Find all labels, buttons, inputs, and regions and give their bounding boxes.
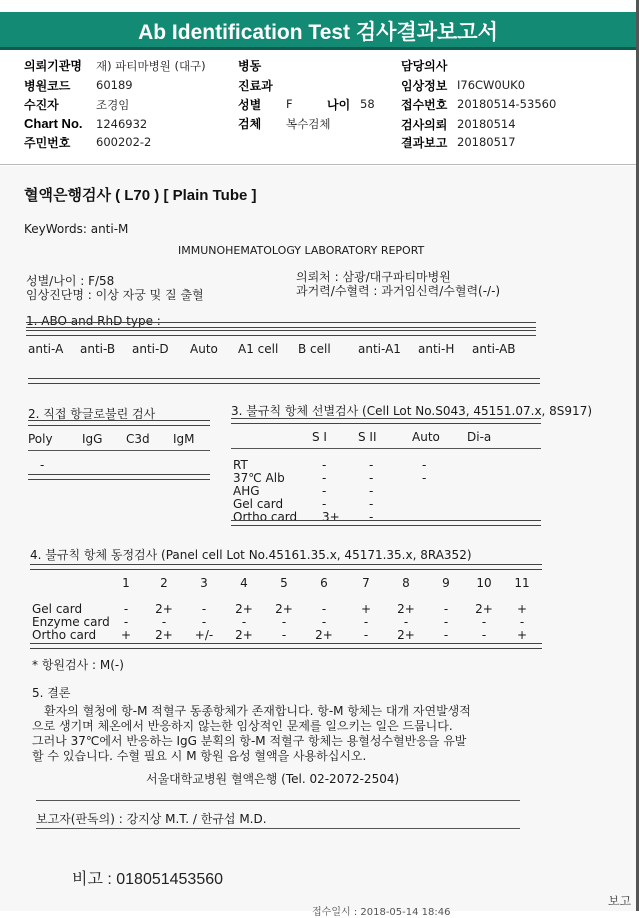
panel-cell: 2+: [397, 628, 415, 642]
screen-cell: -: [369, 510, 374, 524]
panel-cell-number: 11: [514, 576, 530, 590]
dat-col-poly: Poly: [28, 432, 53, 446]
panel-cell: -: [201, 615, 207, 629]
conclusion-line: 그러나 37℃에서 반응하는 IgG 분획의 항-M 적혈구 항체는 용혈성수혈반응을 유발: [32, 734, 467, 748]
requester-line: 의뢰처 : 삼광/대구파티마병원: [296, 270, 451, 284]
abo-col-header: anti-A: [28, 342, 64, 356]
panel-cell: -: [241, 615, 247, 629]
panel-cell-number: 10: [476, 576, 492, 590]
age-value: 58: [360, 97, 375, 111]
panel-cell-number: 5: [280, 576, 288, 590]
conclusion-line: 할 수 있습니다. 수혈 필요 시 M 항원 음성 혈액을 사용하십시오.: [32, 749, 367, 763]
panel-cell: -: [281, 615, 287, 629]
institution-value: 재) 파티마병원 (대구): [96, 59, 206, 73]
specimen-value: 복수검체: [286, 117, 331, 131]
divider: [28, 420, 210, 426]
divider: [231, 418, 541, 424]
divider: [231, 448, 541, 449]
abo-col-header: A1 cell: [238, 342, 279, 356]
screen-cell: -: [369, 458, 374, 472]
panel-cell: +: [516, 602, 528, 616]
panel-cell-number: 8: [402, 576, 410, 590]
reporter-line: 보고자(판독의) : 강지상 M.T. / 한규섭 M.D.: [36, 812, 267, 826]
patient-value: 조경임: [96, 98, 130, 112]
dat-value-poly: -: [40, 458, 45, 472]
screen-row-label: AHG: [233, 484, 260, 498]
divider: [26, 322, 536, 328]
ward-label: 병동: [238, 59, 262, 73]
request-date-value: 20180514: [457, 117, 516, 131]
panel-cell-number: 2: [160, 576, 168, 590]
panel-cell: -: [363, 628, 369, 642]
panel-row-label: Gel card: [32, 602, 83, 616]
panel-cell: 2+: [475, 602, 493, 616]
conclusion-title: 5. 결론: [32, 686, 71, 700]
clinical-info-label: 임상정보: [401, 79, 448, 93]
panel-cell: -: [443, 628, 449, 642]
panel-cell-number: 9: [442, 576, 450, 590]
conclusion-line: 으로 생기며 체온에서 반응하지 않는한 임상적인 문제를 일으키는 일은 드뭅니다.: [32, 719, 453, 733]
divider: [231, 520, 541, 526]
title-bar: [0, 12, 636, 50]
panel-row-label: Enzyme card: [32, 615, 110, 629]
dat-col-igm: IgM: [173, 432, 195, 446]
panel-cell: -: [519, 615, 525, 629]
screen-cell: -: [322, 484, 327, 498]
abo-col-header: anti-D: [132, 342, 169, 356]
receipt-no-label: 접수번호: [401, 98, 448, 112]
divider: [30, 643, 542, 649]
screen-row-label: Gel card: [233, 497, 284, 511]
panel-cell-number: 4: [240, 576, 248, 590]
screen-cell: -: [322, 497, 327, 511]
panel-cell: -: [443, 615, 449, 629]
abo-col-header: anti-H: [418, 342, 455, 356]
panel-cell-number: 1: [122, 576, 130, 590]
hospital-code-value: 60189: [96, 78, 133, 92]
remark-line: 비고 : 018051453560: [72, 871, 224, 888]
history-line: 과거력/수혈력 : 과거임신력/수혈력(-/-): [296, 284, 501, 298]
panel-cell: -: [201, 602, 207, 616]
screen-row-label: 37℃ Alb: [233, 471, 285, 485]
panel-cell: -: [443, 602, 449, 616]
dat-title: 2. 직접 항글로불린 검사: [28, 407, 156, 421]
screen-title: 3. 불규칙 항체 선별검사 (Cell Lot No.S043, 45151.07.x, 8S917): [231, 404, 593, 418]
resident-no-label: 주민번호: [24, 136, 71, 150]
panel-title: 4. 불규칙 항체 동정검사 (Panel cell Lot No.45161.35.x, 45171.35.x, 8RA352): [30, 548, 472, 562]
panel-cell: 2+: [275, 602, 293, 616]
panel-cell: 2+: [397, 602, 415, 616]
panel-cell: -: [363, 615, 369, 629]
receipt-no-value: 20180514-53560: [457, 97, 557, 111]
screen-cell: 3+: [322, 510, 340, 524]
resident-no-value: 600202-2: [96, 135, 152, 149]
lab-report-title: IMMUNOHEMATOLOGY LABORATORY REPORT: [178, 244, 425, 257]
page-title: Ab Identification Test 검사결과보고서: [138, 21, 498, 44]
header-divider: [0, 164, 636, 165]
screen-cell: -: [369, 497, 374, 511]
conclusion-line: 환자의 혈청에 항-M 적혈구 동종항체가 존재합니다. 항-M 항체는 대개 자연발생적: [44, 704, 471, 718]
sex-age-line: 성별/나이 : F/58: [26, 274, 115, 288]
abo-col-header: Auto: [190, 342, 218, 356]
abo-title: 1. ABO and RhD type :: [26, 314, 161, 328]
panel-cell: -: [481, 628, 487, 642]
antigen-line: * 항원검사 : M(-): [32, 658, 124, 672]
chart-no-value: 1246932: [96, 117, 148, 131]
footer-partial: 접수일시 : 2018-05-14 18:46: [312, 907, 451, 918]
keywords: KeyWords: anti-M: [24, 222, 129, 236]
panel-cell-number: 7: [362, 576, 370, 590]
panel-cell: 2+: [155, 602, 173, 616]
institution-line: 서울대학교병원 혈액은행 (Tel. 02-2072-2504): [146, 772, 400, 786]
panel-cell: +: [516, 628, 528, 642]
panel-cell: -: [321, 602, 327, 616]
divider: [30, 564, 542, 570]
dept-label: 진료과: [238, 79, 273, 93]
screen-row-label: Ortho card: [233, 510, 298, 524]
screen-col-auto: Auto: [412, 430, 440, 444]
report-date-label: 결과보고: [401, 136, 448, 150]
screen-col-dia: Di-a: [467, 430, 492, 444]
panel-cell: -: [281, 628, 287, 642]
abo-col-header: anti-AB: [472, 342, 516, 356]
screen-cell: -: [369, 471, 374, 485]
screen-row-label: RT: [233, 458, 248, 472]
divider: [28, 378, 540, 384]
screen-cell: -: [322, 458, 327, 472]
specimen-label: 검체: [238, 117, 262, 131]
screen-col-s2: S II: [358, 430, 377, 444]
panel-cell: -: [123, 615, 129, 629]
divider: [36, 828, 520, 829]
doctor-label: 담당의사: [401, 59, 448, 73]
abo-col-header: anti-B: [80, 342, 116, 356]
sex-label: 성별: [238, 98, 262, 112]
hospital-code-label: 병원코드: [24, 79, 71, 93]
exam-title: 혈액은행검사 ( L70 ) [ Plain Tube ]: [24, 187, 257, 204]
diagnosis-line: 임상진단명 : 이상 자궁 및 질 출혈: [26, 288, 204, 302]
sex-value: F: [286, 97, 293, 111]
screen-cell: -: [422, 458, 427, 472]
patient-label: 수진자: [24, 98, 59, 112]
panel-cell: 2+: [235, 602, 253, 616]
screen-col-s1: S I: [312, 430, 327, 444]
panel-cell: 2+: [315, 628, 333, 642]
panel-cell-number: 3: [200, 576, 208, 590]
abo-col-header: B cell: [298, 342, 331, 356]
clinical-info-value: I76CW0UK0: [457, 78, 526, 92]
dat-col-c3d: C3d: [126, 432, 150, 446]
chart-no-label: Chart No.: [24, 116, 83, 131]
divider: [28, 450, 210, 451]
age-label: 나이: [327, 98, 351, 112]
request-date-label: 검사의뢰: [401, 118, 448, 132]
institution-label: 의뢰기관명: [24, 59, 82, 73]
panel-cell: -: [403, 615, 409, 629]
panel-cell: +/-: [194, 628, 214, 642]
panel-cell: +: [360, 602, 372, 616]
scanned-report: [0, 166, 636, 918]
divider: [28, 474, 210, 480]
dat-col-igg: IgG: [82, 432, 103, 446]
panel-cell: -: [481, 615, 487, 629]
panel-cell: -: [161, 615, 167, 629]
panel-cell: +: [120, 628, 132, 642]
divider: [36, 800, 520, 801]
panel-cell-number: 6: [320, 576, 328, 590]
report-date-value: 20180517: [457, 135, 516, 149]
panel-cell: 2+: [155, 628, 173, 642]
panel-cell: -: [321, 615, 327, 629]
panel-cell: 2+: [235, 628, 253, 642]
panel-cell: -: [123, 602, 129, 616]
divider: [26, 330, 536, 336]
panel-row-label: Ortho card: [32, 628, 97, 642]
screen-cell: -: [322, 471, 327, 485]
screen-cell: -: [422, 471, 427, 485]
abo-col-header: anti-A1: [358, 342, 401, 356]
screen-cell: -: [369, 484, 374, 498]
footer-right: 보고: [608, 894, 632, 908]
